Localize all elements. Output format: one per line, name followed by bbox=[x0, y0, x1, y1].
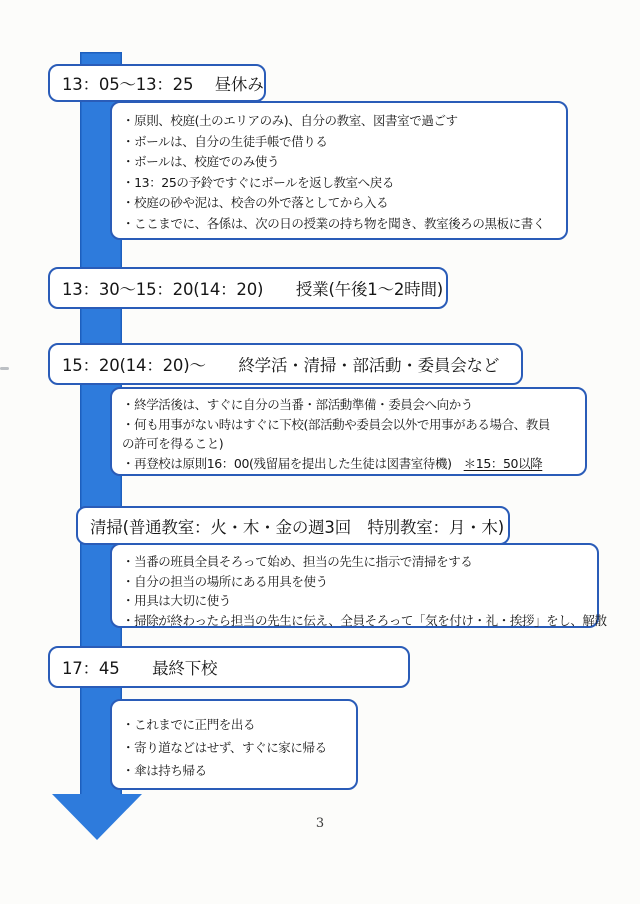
step-title-text: 13：05～13：25 昼休み bbox=[62, 75, 264, 94]
reentry-time-note: ＊15：50以降 bbox=[463, 455, 543, 471]
detail-line: ・掃除が終わったら担当の先生に伝え、全員そろって「気を付け・礼・挨拶」をし、解散 bbox=[122, 612, 607, 628]
step-details-box-final-dismissal bbox=[110, 699, 358, 790]
step-title-text: 13：30～15：20(14：20) 授業(午後1～2時間) bbox=[62, 280, 444, 299]
detail-line: ・これまでに正門を出る bbox=[122, 717, 256, 732]
step-title-box-lunch-break bbox=[48, 64, 266, 102]
detail-line: ・終学活後は、すぐに自分の当番・部活動準備・委員会へ向かう bbox=[122, 397, 473, 412]
detail-line: ・ボールは、自分の生徒手帳で借りる bbox=[122, 133, 328, 149]
step-title-box-final-dismissal bbox=[48, 646, 410, 688]
detail-line bbox=[122, 454, 575, 474]
step-details-box-after-school bbox=[110, 387, 587, 476]
page-number: 3 bbox=[315, 816, 325, 831]
step-details-box-lunch-break bbox=[110, 101, 568, 240]
step-title-text: 15：20(14：20)～ 終学活・清掃・部活動・委員会など bbox=[62, 356, 500, 375]
scan-artifact bbox=[0, 367, 9, 370]
detail-line: ・ボールは、校庭でのみ使う bbox=[122, 154, 280, 169]
step-title-text: 17：45 最終下校 bbox=[62, 659, 218, 678]
detail-line: の許可を得ること) bbox=[122, 436, 224, 452]
detail-line: ・当番の班員全員そろって始め、担当の先生に指示で清掃をする bbox=[122, 554, 473, 569]
detail-line: ・校庭の砂や泥は、校舎の外で落としてから入る bbox=[122, 195, 389, 210]
detail-line: ・原則、校庭(土のエリアのみ)、自分の教室、図書室で過ごす bbox=[122, 113, 458, 128]
step-title-text: 清掃(普通教室：火・木・金の週3回 特別教室：月・木) bbox=[90, 517, 504, 537]
step-title-box-afternoon-class bbox=[48, 267, 448, 309]
detail-line: ・13：25の予鈴ですぐにボールを返し教室へ戻る bbox=[122, 174, 394, 190]
detail-line: ・ここまでに、各係は、次の日の授業の持ち物を聞き、教室後ろの黒板に書く bbox=[122, 215, 546, 231]
detail-line: ・傘は持ち帰る bbox=[122, 763, 207, 778]
step-title-box-cleaning bbox=[76, 506, 510, 545]
reentry-rule-text: ・再登校は原則16：00(残留届を提出した生徒は図書室待機) bbox=[122, 455, 464, 471]
detail-line: ・寄り道などはせず、すぐに家に帰る bbox=[122, 740, 327, 755]
step-title-box-after-school bbox=[48, 343, 523, 385]
detail-line: ・用具は大切に使う bbox=[122, 593, 231, 608]
step-details-box-cleaning bbox=[110, 543, 607, 628]
detail-line: ・自分の担当の場所にある用具を使う bbox=[122, 573, 328, 589]
detail-line: ・何も用事がない時はすぐに下校(部活動や委員会以外で用事がある場合、教員 bbox=[122, 416, 550, 432]
